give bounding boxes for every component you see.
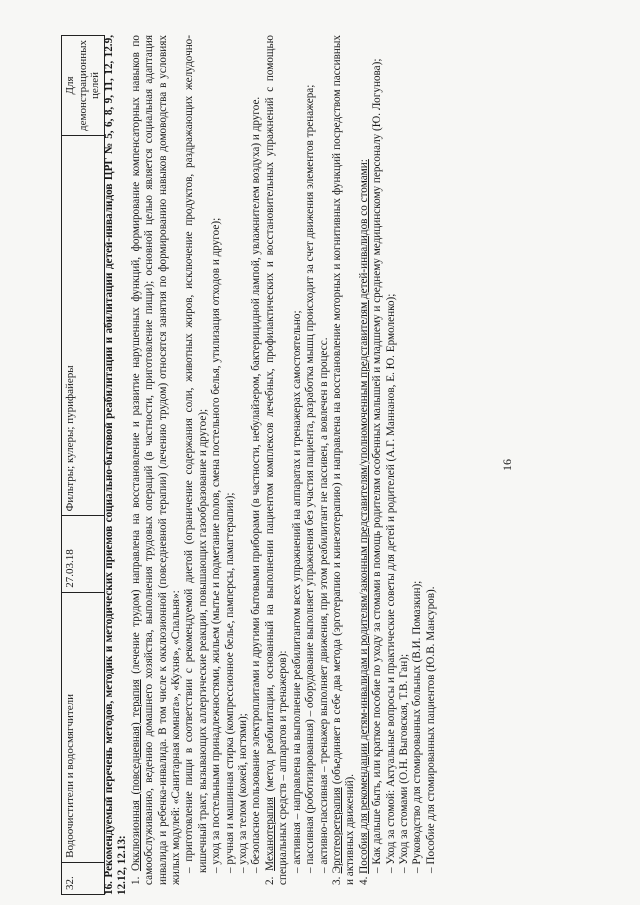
list-item: – Уход за стомой: Актуальные вопросы и практические советы для детей и родителей (А.Г. Маннанов, Е. Ю. Ермоленко); [384, 293, 397, 873]
row-date: 27.03.18 [62, 516, 105, 592]
item-3-text: (объединяет в себе два метода (эрготерапию и кинезотерапию) и направлена на восстановление моторных и когнитивных функций посредством пассивных и активных движений). [330, 35, 357, 885]
page-number: 16 [500, 459, 514, 471]
item-3 [331, 35, 358, 895]
item-4 [358, 35, 371, 895]
list-item: – Как дальше быть, или краткое пособие по уходу за стомами в помощь родителям особенных малышей и младшему и среднему медицинскому персоналу (Ю. Логунова); [371, 58, 384, 873]
section-title: 16. Рекомендуемый перечень методов, методик и методических приемов социально-бытовой реабилитации и абилитации детей-инвалидов ЦРГ № 5, 6, 8, 9, 11, 12, 12.9, 12.12, 12.13: [103, 35, 129, 895]
list-item: – ручная и машинная стирка (компрессионное белье, памперсы, памагтерапии); [223, 492, 236, 873]
list-item: – приготовление пищи в соответствии с рекомендуемой диетой (ограничение содержания соли, животных жиров, исключение продуктов, раздражающих желудочно-кишечный тракт, вызывающих аллергические реакции, повышающих газообразование и другое); [183, 35, 209, 873]
row-note: Фильтры; кулеры; пурифайеры [62, 135, 105, 515]
item-4-term: Пособия для рекомендации детям-инвалидам и родителям/законным представителям/уполномоченным представителям детей-инвалидов со стомами: [357, 159, 370, 874]
rotated-content [55, 35, 575, 895]
list-item: – уход за телом (кожей, ногтями); [237, 713, 250, 873]
item-2-text: (метод реабилитации, основанный на выполнении пациентом комплексов лечебных, профилактических и восстановительных упражнений с помощью специальных средств – аппаратов и тренажеров): [263, 35, 290, 885]
table-row [62, 36, 105, 895]
item-1-text: (лечение трудом) направлена на восстановление и развитие нарушенных функций, формирование компенсаторных навыков по самообслуживанию, ведению домашнего хозяйства, выполнения трудовых операций (в частности, приготовление пищи); основной целью является социальная адаптация инвалида и ребенка-инвалида. В том числе к окклюзионной (повседневной терапии) (лечению трудом) относятся занятия по формированию навыков домоводства в условиях жилых модулей: «Санитарная комната», «Кухня», «Спальня»: [129, 34, 183, 885]
item-2 [264, 35, 291, 895]
equipment-table [61, 35, 105, 895]
item-3-number: 3. [330, 876, 343, 885]
item-1 [130, 35, 184, 895]
row-purpose: Для демонстрационных целей [62, 36, 105, 136]
list-item: – пассивная (роботизированная) – оборудование выполняет упражнения без участия пациента, разработка мышц происходит за счет движения элементов тренажера; [304, 84, 317, 873]
row-number: 32. [62, 862, 105, 894]
item-1-number: 1. [129, 876, 142, 885]
list-item: – уход за постельными принадлежностями, жильем (мытье и подметание полов, смена постельного белья, утилизация отходов и другое); [210, 217, 223, 873]
list-item: – Уход за стомами (О.Н. Выговская, Т.В. Ган); [397, 653, 410, 873]
item-2-number: 2. [263, 876, 276, 885]
list-item: – Пособие для стомированных пациентов (Ю.В. Мансуров). [424, 586, 437, 873]
row-name: Водоочистители и водосмягчители [62, 592, 105, 862]
section-body [103, 35, 438, 895]
list-item: – безопасное пользование электроплитами и другими бытовыми приборами (в частности, небулайзером, бактерицидной лампой, увлажнителем воздуха) и другое. [250, 96, 263, 873]
list-item: – Руководство для стомированных больных (В.И. Помазкин); [411, 580, 424, 873]
list-item: – активная – направлена на выполнение реабилитантом всех упражнений на аппаратах и тренажерах самостоятельно; [290, 310, 303, 873]
item-3-term: Эрготеоретерапия [330, 787, 343, 874]
item-2-term: Механотерапия [263, 797, 276, 871]
item-4-number: 4. [357, 876, 370, 885]
item-1-term: Окклюзионная (повседневная) терапия [129, 679, 142, 872]
list-item: – активно-пассивная – тренажер выполняет движения, при этом реабилитант не пассивен, а вовлечен в процесс. [317, 337, 330, 873]
